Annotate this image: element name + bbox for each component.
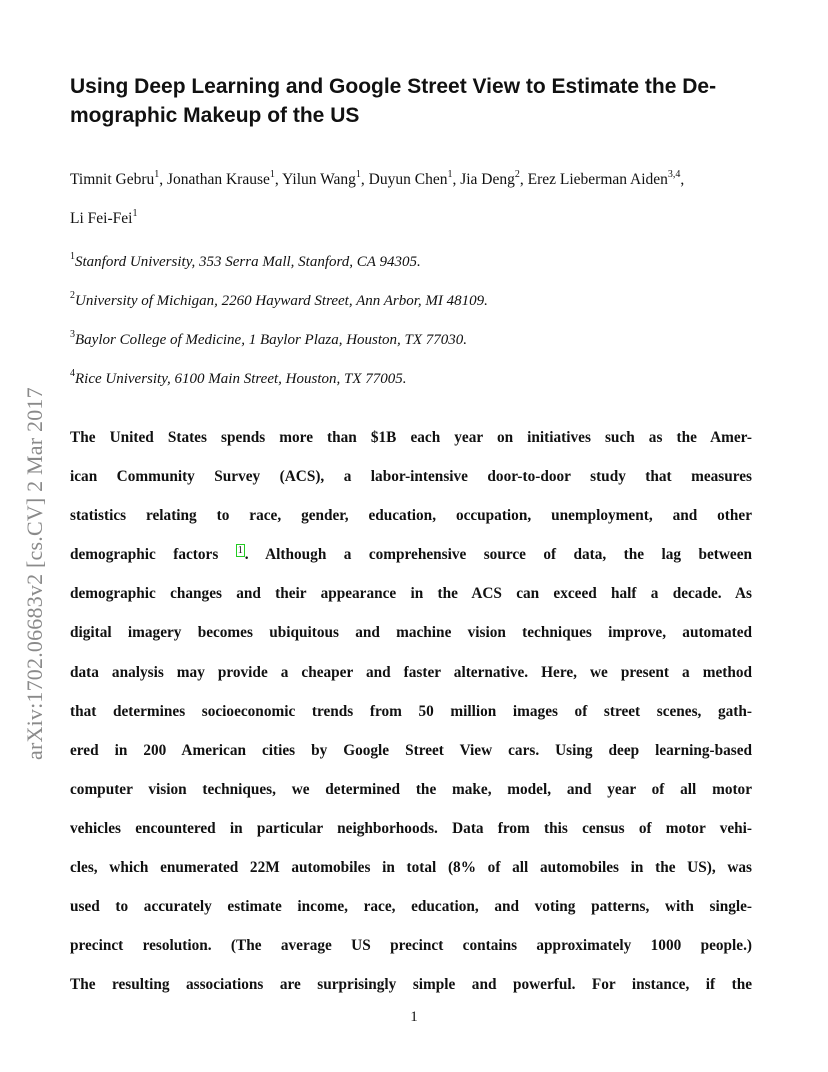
abstract-paragraph: [70, 418, 752, 1004]
abstract-line: used to accurately estimate income, race, education, and voting patterns, with single-: [70, 898, 752, 916]
affiliation-mark: 1: [70, 251, 75, 262]
abstract-line: [70, 535, 752, 574]
abstract-text: demographic factors: [70, 546, 236, 564]
affiliation-mark: 4: [70, 368, 75, 379]
abstract-line: computer vision techniques, we determined the make, model, and year of all motor: [70, 780, 752, 798]
author-affiliation-mark: 1: [269, 169, 275, 180]
author-affiliation-mark: 1: [355, 169, 361, 180]
affiliation-item: [70, 360, 770, 399]
author-line-2: [70, 199, 770, 238]
affiliation-item: [70, 282, 770, 321]
abstract-line: vehicles encountered in particular neighborhoods. Data from this census of motor vehi-: [70, 819, 752, 837]
abstract-line: data analysis may provide a cheaper and faster alternative. Here, we present a method: [70, 663, 752, 681]
affiliation-text: Baylor College of Medicine, 1 Baylor Plaza, Houston, TX 77030.: [75, 332, 468, 348]
abstract-line: The resulting associations are surprisingly simple and powerful. For instance, if the: [70, 976, 752, 994]
abstract-line: ered in 200 American cities by Google Street View cars. Using deep learning-based: [70, 741, 752, 759]
author-affiliation-mark: 2: [514, 169, 520, 180]
author-name: Yilun Wang: [282, 171, 356, 188]
paper-title: [70, 72, 760, 130]
affiliation-text: Stanford University, 353 Serra Mall, Stanford, CA 94305.: [75, 254, 421, 270]
abstract-line: The United States spends more than $1B each year on initiatives such as the Amer-: [70, 429, 752, 446]
abstract-line: ican Community Survey (ACS), a labor-intensive door-to-door study that measures: [70, 468, 752, 486]
author-name: Li Fei-Fei: [70, 210, 133, 227]
abstract-line: that determines socioeconomic trends from 50 million images of street scenes, gath-: [70, 702, 752, 720]
author-name: Jonathan Krause: [167, 171, 270, 188]
author-name: Erez Lieberman Aiden: [527, 171, 668, 188]
abstract-line: demographic changes and their appearance in the ACS can exceed half a decade. As: [70, 585, 752, 603]
affiliation-mark: 2: [70, 290, 75, 301]
abstract-line: digital imagery becomes ubiquitous and machine vision techniques improve, automated: [70, 624, 752, 642]
affiliation-text: University of Michigan, 2260 Hayward Street, Ann Arbor, MI 48109.: [75, 293, 488, 309]
affiliation-list: [70, 243, 770, 399]
affiliation-item: [70, 243, 770, 282]
author-name: Duyun Chen: [368, 171, 448, 188]
paper-title-line-2: mographic Makeup of the US: [70, 104, 360, 127]
affiliation-mark: 3: [70, 329, 75, 340]
citation-link[interactable]: 1: [237, 545, 243, 557]
paper-title-line-1: Using Deep Learning and Google Street View to Estimate the De-: [70, 75, 717, 98]
author-affiliation-mark: 1: [447, 169, 453, 180]
author-affiliation-mark: 3,4: [667, 169, 681, 180]
author-name: Jia Deng: [460, 171, 515, 188]
abstract-line: cles, which enumerated 22M automobiles in total (8% of all automobiles in the US), was: [70, 859, 752, 877]
author-list: [70, 160, 770, 238]
abstract-line: statistics relating to race, gender, education, occupation, unemployment, and other: [70, 507, 752, 525]
author-affiliation-mark: 1: [154, 169, 160, 180]
author-name: Timnit Gebru: [70, 171, 155, 188]
affiliation-item: [70, 321, 770, 360]
author-line-1: Timnit Gebru$^1$, Jonathan Krause$^1$, Yilun Wang$^1$, Duyun Chen$^1$, Jia Deng$^2$, Erez Lieberman Aiden$^{3,4}$,: [70, 169, 685, 188]
author-affiliation-mark: 1: [132, 208, 138, 219]
affiliation-text: Rice University, 6100 Main Street, Houston, TX 77005.: [75, 371, 407, 387]
arxiv-identifier-stamp: arXiv:1702.06683v2 [cs.CV] 2 Mar 2017: [22, 387, 47, 760]
page-number: 1: [410, 1009, 418, 1025]
abstract-line: precinct resolution. (The average US precinct contains approximately 1000 people.): [70, 937, 752, 955]
abstract-text: . Although a comprehensive source of data, the lag between: [244, 546, 752, 564]
